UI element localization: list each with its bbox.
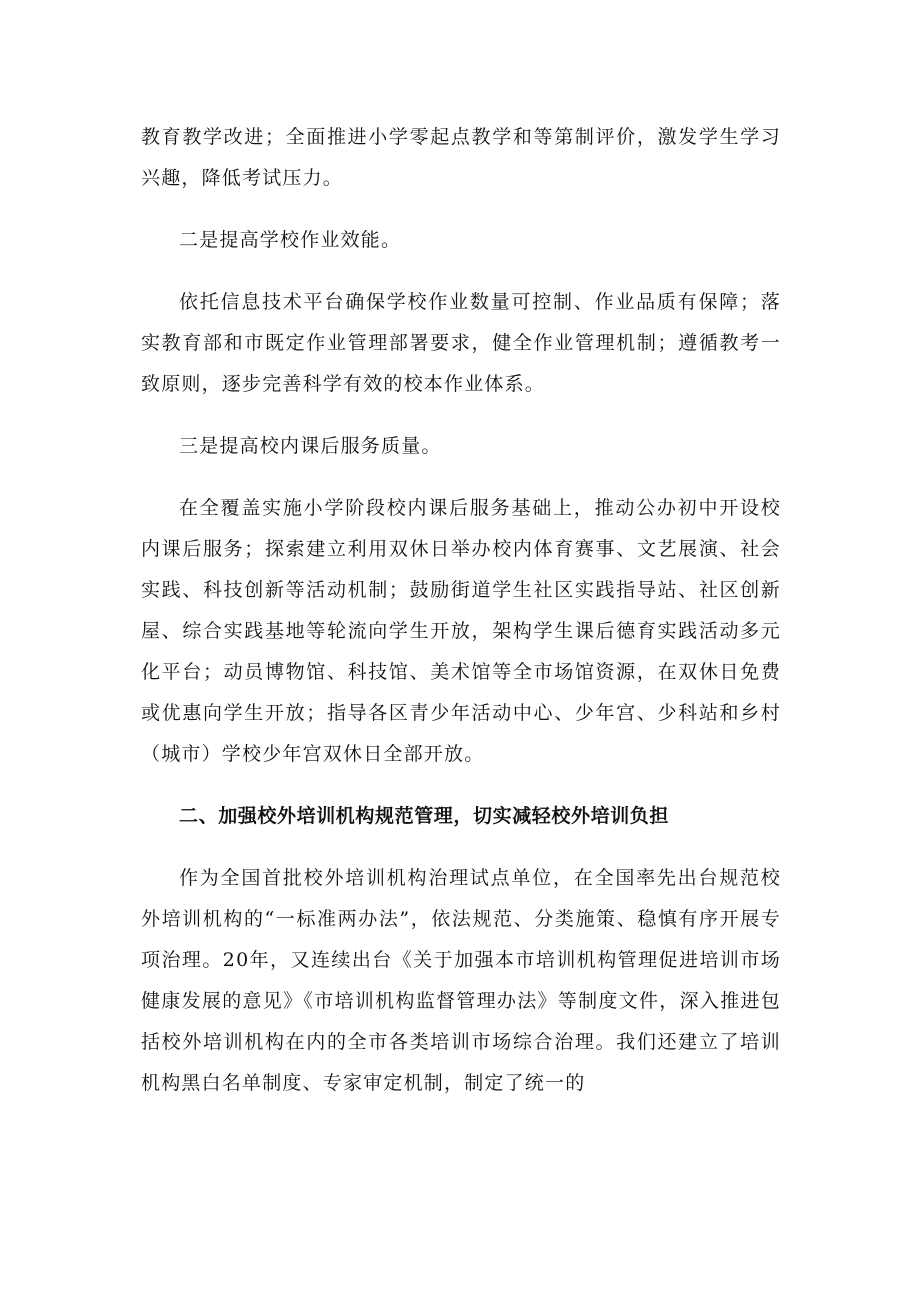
section-heading-off-campus-training: 二、加强校外培训机构规范管理，切实减轻校外培训负担	[179, 805, 670, 827]
paragraph-off-campus-details: 作为全国首批校外培训机构治理试点单位，在全国率先出台规范校外培训机构的“一标准两办法”，依法规范、分类施策、稳慎有序开展专项治理。20年，又连续出台《关于加强本市培训机构管理促进培训市场健康发展的意见》《市培训机构监督管理办法》等制度文件，深入推进包括校外培训机构在内的全市各类培训市场综合治理。我们还建立了培训机构黑白名单制度、专家审定机制，制定了统一的	[141, 867, 781, 1094]
paragraph-subheading-homework: 二是提高学校作业效能。	[179, 229, 402, 251]
paragraph-continuation: 教育教学改进；全面推进小学零起点教学和等第制评价，激发学生学习兴趣，降低考试压力。	[141, 126, 781, 189]
document-body	[141, 117, 781, 1125]
paragraph-subheading-after-school: 三是提高校内课后服务质量。	[179, 435, 442, 457]
paragraph-homework-details: 依托信息技术平台确保学校作业数量可控制、作业品质有保障；落实教育部和市既定作业管理部署要求，健全作业管理机制；遵循教考一致原则，逐步完善科学有效的校本作业体系。	[141, 291, 781, 395]
paragraph-after-school-details: 在全覆盖实施小学阶段校内课后服务基础上，推动公办初中开设校内课后服务；探索建立利用双休日举办校内体育赛事、文艺展演、社会实践、科技创新等活动机制；鼓励街道学生社区实践指导站、社区创新屋、综合实践基地等轮流向学生开放，架构学生课后德育实践活动多元化平台；动员博物馆、科技馆、美术馆等全市场馆资源，在双休日免费或优惠向学生开放；指导各区青少年活动中心、少年宫、少科站和乡村（城市）学校少年宫双休日全部开放。	[141, 497, 781, 765]
